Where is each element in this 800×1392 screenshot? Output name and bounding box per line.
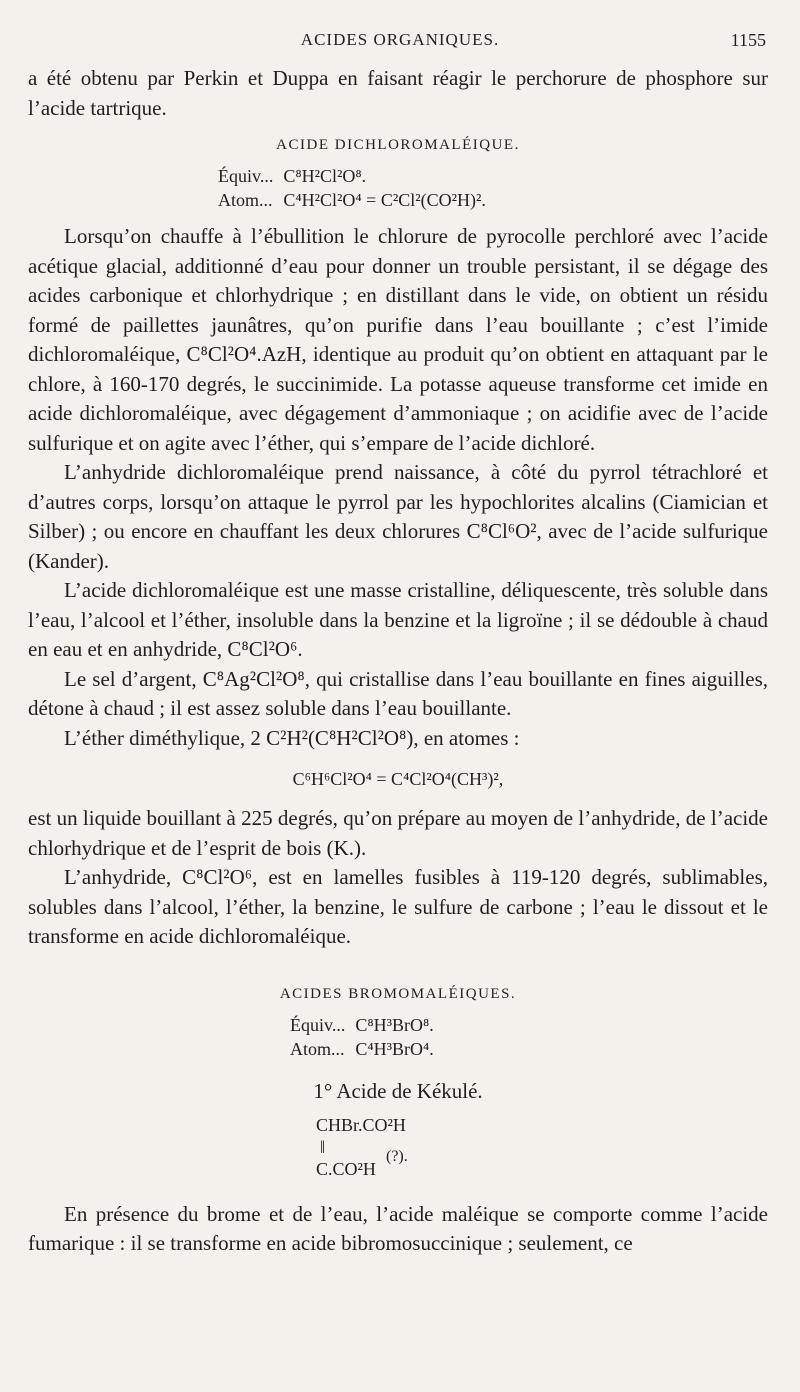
equiv-formula: C⁸H²Cl²O⁸. bbox=[283, 166, 367, 186]
paragraph: L’éther diméthylique, 2 C²H²(C⁸H²Cl²O⁸), en atomes : bbox=[64, 725, 520, 750]
body-text bbox=[28, 64, 768, 1259]
equation: C⁶H⁶Cl²O⁴ = C⁴Cl²O⁴(CH³)², bbox=[292, 769, 504, 789]
paragraph: En présence du brome et de l’eau, l’acide maléique se comporte comme l’acide fumarique : il se transforme en acide bibromosuccinique ; seulement, ce bbox=[28, 1201, 768, 1255]
paragraph: Lorsqu’on chauffe à l’ébullition le chlorure de pyrocolle perchloré avec l’acide acétique glacial, additionné d’eau pour donner un trouble persistant, il se dégage des acides carbonique et chlorhydrique ; en distillant dans le vide, on obtient un résidu formé de paillettes jaunâtres, qu’on purifie dans l’eau bouillante ; c’est l’imide dichloromaléique, C⁸Cl²O⁴.AzH, identique au produit qu’on obtient en attaquant par le chlore, à 160-170 degrés, le succinimide. La potasse aqueuse transforme cet imide en acide dichloromaléique, avec dégagement d’ammoniaque ; on acidifie avec de l’acide sulfurique et on agite avec l’éther, qui s’empare de l’acide dichloré. bbox=[28, 224, 768, 455]
page-number: 1155 bbox=[730, 30, 766, 50]
atom-formula: C⁴H²Cl²O⁴ = C²Cl²(CO²H)². bbox=[283, 190, 486, 210]
formula-block-bromo bbox=[290, 1013, 434, 1061]
paragraph: L’anhydride, C⁸Cl²O⁶, est en lamelles fusibles à 119-120 degrés, sublimables, solubles dans l’alcool, l’éther, la benzine, le sulfure de carbone ; l’eau le dissout et le transforme en acide dichloromaléique. bbox=[28, 865, 768, 948]
double-bond-mark: ‖ bbox=[320, 1136, 326, 1157]
atom-formula: C⁴H³BrO⁴. bbox=[355, 1038, 434, 1059]
paragraph: Le sel d’argent, C⁸Ag²Cl²O⁸, qui cristallise dans l’eau bouillante en fines aiguilles, détone à chaud ; il est assez soluble dans l’eau bouillante. bbox=[28, 666, 768, 720]
section-title-dichloromaleique: ACIDE DICHLOROMALÉIQUE. bbox=[276, 137, 520, 153]
paragraph: L’anhydride dichloromaléique prend naissance, à côté du pyrrol tétrachloré et d’autres corps, lorsqu’on attaque le pyrrol par les hypochlorites alcalins (Ciamician et Silber) ; ou encore en chauffant les deux chlorures C⁸Cl⁶O², avec de l’acide sulfurique (Kander). bbox=[28, 460, 768, 573]
atom-label: Atom... bbox=[218, 190, 273, 210]
intro-paragraph: a été obtenu par Perkin et Duppa en faisant réagir le perchorure de phosphore sur l’acide tartrique. bbox=[28, 66, 768, 120]
subheading-acide-kekule: 1° Acide de Kékulé. bbox=[313, 1078, 483, 1103]
atom-label: Atom... bbox=[290, 1038, 345, 1059]
equiv-formula: C⁸H³BrO⁸. bbox=[355, 1014, 434, 1035]
section-title-bromomaleiques: ACIDES BROMOMALÉIQUES. bbox=[279, 985, 517, 1002]
formula-block-dichloro bbox=[218, 164, 486, 212]
equiv-label: Équiv... bbox=[290, 1014, 346, 1035]
running-header bbox=[0, 30, 800, 56]
paragraph: est un liquide bouillant à 225 degrés, qu’on prépare au moyen de l’anhydride, de l’acide chlorhydrique et de l’esprit de bois (K.). bbox=[28, 806, 768, 860]
running-header-title: ACIDES ORGANIQUES. bbox=[300, 30, 500, 49]
structural-formula bbox=[316, 1114, 768, 1200]
structural-formula-line: C.CO²H bbox=[316, 1158, 376, 1179]
paragraph: L’acide dichloromaléique est une masse cristalline, déliquescente, très soluble dans l’eau, l’alcool et l’éther, insoluble dans la benzine et la ligroïne ; il se dédouble à chaud en eau et en anhydride, C⁸Cl²O⁶. bbox=[28, 578, 768, 661]
equiv-label: Équiv... bbox=[218, 166, 274, 186]
structural-formula-note: (?). bbox=[386, 1147, 408, 1165]
structural-formula-line: CHBr.CO²H bbox=[316, 1114, 406, 1135]
